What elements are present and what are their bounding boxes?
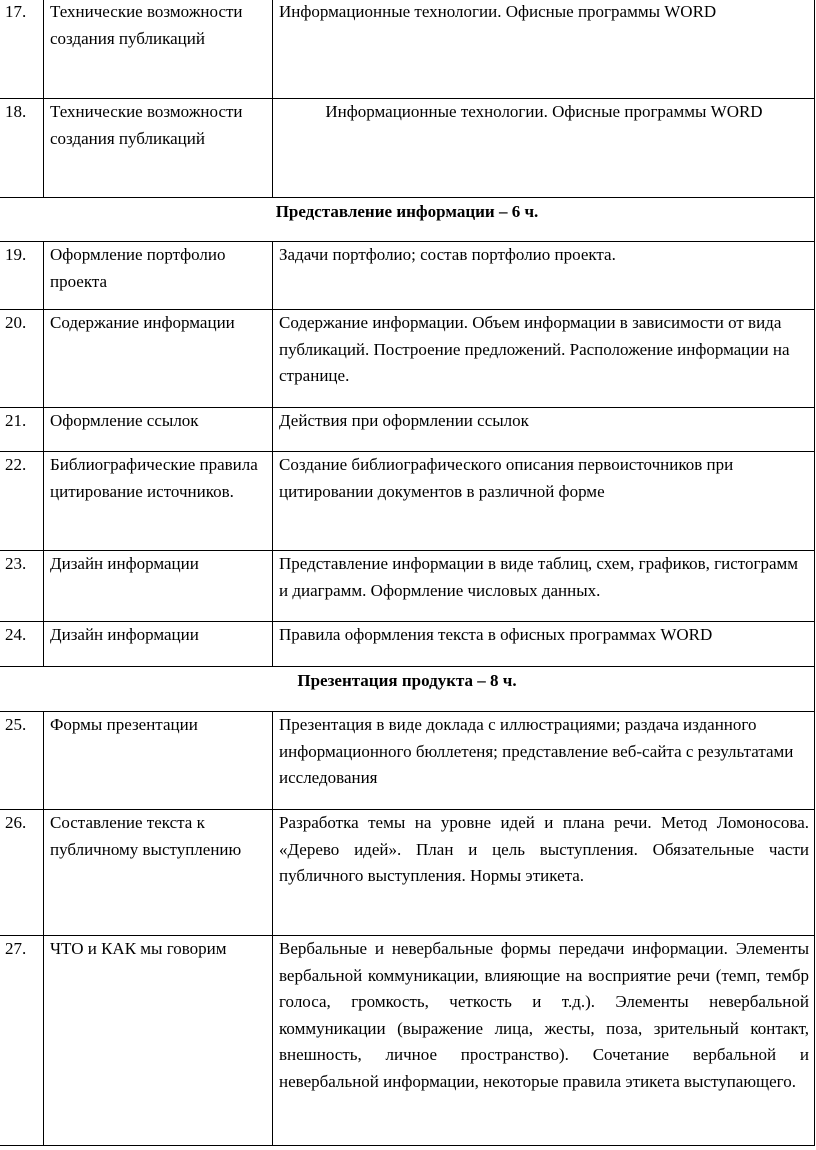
row-topic: Библиографические правила цитирование источников. [44, 452, 273, 551]
row-content: Презентация в виде доклада с иллюстрациями; раздача изданного информационного бюллетеня; представление веб-сайта с результатами исследования [273, 712, 815, 810]
row-topic: ЧТО и КАК мы говорим [44, 936, 273, 1146]
row-number: 20. [0, 310, 44, 408]
row-number: 19. [0, 242, 44, 310]
row-content: Информационные технологии. Офисные программы WORD [273, 99, 815, 198]
row-content: Содержание информации. Объем информации в зависимости от вида публикаций. Построение предложений. Расположение информации на странице. [273, 310, 815, 408]
row-content: Разработка темы на уровне идей и плана речи. Метод Ломоносова. «Дерево идей». План и цель выступления. Обязательные части публичного выступления. Нормы этикета. [273, 810, 815, 936]
table-row [0, 0, 815, 99]
row-number: 17. [0, 0, 44, 99]
row-topic: Содержание информации [44, 310, 273, 408]
table-row [0, 99, 815, 198]
row-number: 18. [0, 99, 44, 198]
row-number: 27. [0, 936, 44, 1146]
table-row [0, 712, 815, 810]
row-topic: Дизайн информации [44, 551, 273, 622]
table-row [0, 408, 815, 452]
table-row [0, 310, 815, 408]
row-content: Создание библиографического описания первоисточников при цитировании документов в различной форме [273, 452, 815, 551]
row-content: Задачи портфолио; состав портфолио проекта. [273, 242, 815, 310]
row-number: 24. [0, 622, 44, 667]
row-content: Информационные технологии. Офисные программы WORD [273, 0, 815, 99]
table-row [0, 452, 815, 551]
row-content: Представление информации в виде таблиц, схем, графиков, гистограмм и диаграмм. Оформление числовых данных. [273, 551, 815, 622]
row-content: Правила оформления текста в офисных программах WORD [273, 622, 815, 667]
section-header [0, 198, 815, 242]
row-number: 26. [0, 810, 44, 936]
row-topic: Оформление ссылок [44, 408, 273, 452]
table-row [0, 551, 815, 622]
row-number: 21. [0, 408, 44, 452]
table-row [0, 810, 815, 936]
row-topic: Технические возможности создания публикаций [44, 0, 273, 99]
table-row [0, 622, 815, 667]
row-topic: Оформление портфолио проекта [44, 242, 273, 310]
row-content: Действия при оформлении ссылок [273, 408, 815, 452]
row-topic: Составление текста к публичному выступлению [44, 810, 273, 936]
row-number: 25. [0, 712, 44, 810]
section-title: Презентация продукта – 8 ч. [0, 667, 815, 712]
row-topic: Формы презентации [44, 712, 273, 810]
section-title: Представление информации – 6 ч. [0, 198, 815, 242]
row-number: 23. [0, 551, 44, 622]
table-row [0, 242, 815, 310]
row-number: 22. [0, 452, 44, 551]
section-header [0, 667, 815, 712]
row-topic: Технические возможности создания публикаций [44, 99, 273, 198]
row-content: Вербальные и невербальные формы передачи информации. Элементы вербальной коммуникации, влияющие на восприятие речи (темп, тембр голоса, громкость, четкость и т.д.). Элементы невербальной коммуникации (выражение лица, жесты, поза, зрительный контакт, внешность, личное пространство). Сочетание вербальной и невербальной информации, некоторые правила этикета выступающего. [273, 936, 815, 1146]
row-topic: Дизайн информации [44, 622, 273, 667]
table-row [0, 936, 815, 1146]
